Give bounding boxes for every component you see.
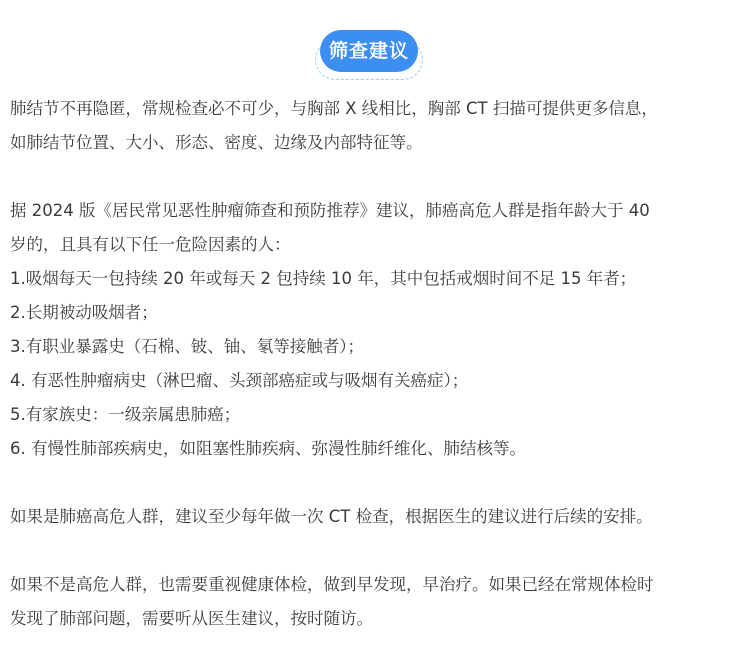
intro-line-1: 肺结节不再隐匿，常规检查必不可少，与胸部 X 线相比，胸部 CT 扫描可提供更多信息， [10, 99, 658, 118]
paragraph-gap [10, 534, 738, 568]
paragraph-gap [10, 160, 738, 194]
risk-factor-item: 2.长期被动吸烟者； [10, 303, 158, 322]
intro-line-2: 如肺结节位置、大小、形态、密度、边缘及内部特征等。 [10, 133, 423, 152]
risk-factor-item: 1.吸烟每天一包持续 20 年或每天 2 包持续 10 年，其中包括戒烟时间不足 15 年者； [10, 269, 637, 288]
risk-factor-item: 3.有职业暴露史（石棉、铍、铀、氡等接触者）； [10, 337, 364, 356]
high-risk-advice: 如果是肺癌高危人群，建议至少每年做一次 CT 检查，根据医生的建议进行后续的安排。 [10, 507, 653, 526]
low-risk-advice-line-1: 如果不是高危人群，也需要重视健康体检，做到早发现，早治疗。如果已经在常规体检时 [10, 575, 654, 594]
paragraph-gap [10, 466, 738, 500]
section-title-badge: 筛查建议 [320, 30, 418, 72]
criteria-line-1: 据 2024 版《居民常见恶性肿瘤筛查和预防推荐》建议，肺癌高危人群是指年龄大于 40 [10, 201, 650, 220]
risk-factor-item: 5.有家族史：一级亲属患肺癌； [10, 405, 241, 424]
criteria-line-2: 岁的，且具有以下任一危险因素的人： [10, 235, 291, 254]
low-risk-advice-line-2: 发现了肺部问题，需要听从医生建议，按时随访。 [10, 609, 373, 628]
section-header [0, 28, 746, 84]
article-body [10, 92, 738, 636]
risk-factor-item: 6. 有慢性肺部疾病史，如阻塞性肺疾病、弥漫性肺纤维化、肺结核等。 [10, 439, 526, 458]
risk-factor-item: 4. 有恶性肿瘤病史（淋巴瘤、头颈部癌症或与吸烟有关癌症）； [10, 371, 469, 390]
